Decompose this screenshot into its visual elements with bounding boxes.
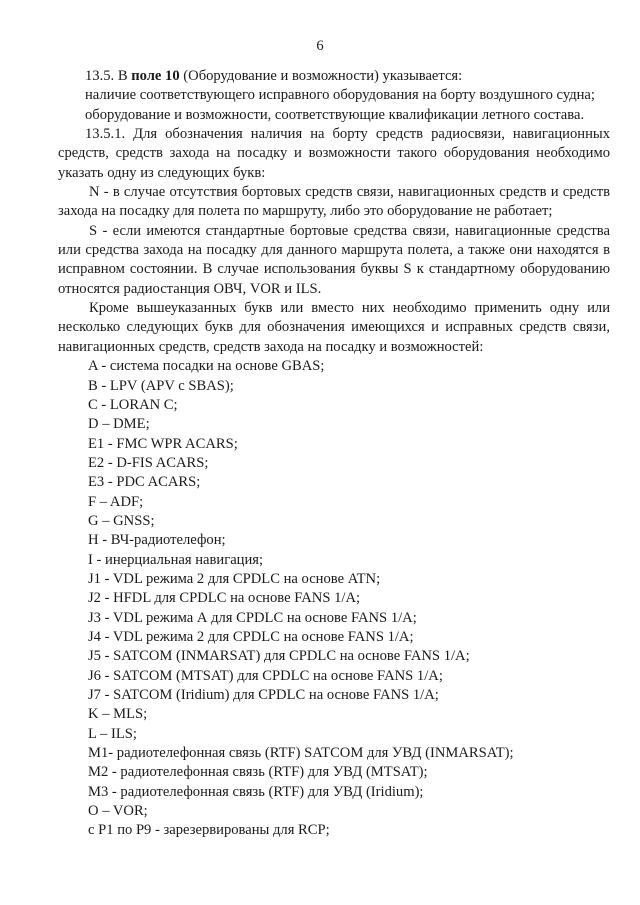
list-item: C - LORAN C; [88,396,178,413]
list-item: A - система посадки на основе GBAS; [88,358,325,375]
item-crew-qualification: оборудование и возможности, соответствующие квалификации летного состава. [85,106,585,123]
list-item: J2 - HFDL для CPDLC на основе FANS 1/A; [88,590,361,607]
list-item: H - ВЧ-радиотелефон; [88,532,226,549]
list-item: F – ADF; [88,493,144,510]
list-item: L – ILS; [88,725,137,742]
paragraph-additional-letters: Кроме вышеуказанных букв или вместо них необходимо применить одну или несколько следующих букв для обозначения имеющихся и исправных средств связи, навигационных средств, средств захода на посадку и возможностей: [58,300,610,355]
list-item: G – GNSS; [88,512,155,529]
list-item: J3 - VDL режима А для CPDLC на основе FANS 1/A; [88,609,417,626]
section-heading-13-5 [58,67,610,86]
item-equipment-onboard: наличие соответствующего исправного оборудования на борту воздушного судна; [85,87,595,104]
paragraph-letter-n: N - в случае отсутствия бортовых средств связи, навигационных средств и средств захода на посадку для полета по маршруту, либо это оборудование не работает; [58,184,610,220]
list-item: M3 - радиотелефонная связь (RTF) для УВД (Iridium); [88,783,424,800]
list-item: J6 - SATCOM (MTSAT) для CPDLC на основе FANS 1/A; [88,667,443,684]
list-item: O – VOR; [88,803,148,820]
page-number: 6 [316,38,324,54]
list-item: J1 - VDL режима 2 для CPDLC на основе ATN; [88,570,381,587]
document-body [58,67,610,841]
list-item: K – MLS; [88,706,148,723]
list-item: I - инерциальная навигация; [88,551,264,568]
list-item: E3 - PDC ACARS; [88,474,201,491]
field-10-label: поле 10 [131,68,180,84]
paragraph-13-5-1: 13.5.1. Для обозначения наличия на борту средств радиосвязи, навигационных средств, средств захода на посадку и возможности такого оборудования необходимо указать одну из следующих букв: [58,126,610,181]
list-item: M1- радиотелефонная связь (RTF) SATCOM для УВД (INMARSAT); [88,745,514,762]
equipment-code-list [58,357,610,841]
list-item: E1 - FMC WPR ACARS; [88,435,238,452]
list-item: с P1 по P9 - зарезервированы для RCP; [88,822,330,839]
list-item: D – DME; [88,416,150,433]
list-item: M2 - радиотелефонная связь (RTF) для УВД (MTSAT); [88,764,428,781]
list-item: E2 - D-FIS ACARS; [88,454,209,471]
list-item: J4 - VDL режима 2 для CPDLC на основе FANS 1/A; [88,628,414,645]
section-prefix: 13.5. В [85,68,132,84]
list-item: B - LPV (APV с SBAS); [88,377,234,394]
list-item: J7 - SATCOM (Iridium) для CPDLC на основе FANS 1/A; [88,687,439,703]
list-item: J5 - SATCOM (INMARSAT) для CPDLC на основе FANS 1/A; [88,648,470,665]
section-heading-rest: (Оборудование и возможности) указывается: [179,68,463,84]
paragraph-letter-s: S - если имеются стандартные бортовые средства связи, навигационные средства или средства захода на посадку для данного маршрута полета, а также они находятся в исправном состоянии. В случае использования буквы S к стандартному оборудованию относятся радиостанция ОВЧ, VOR и ILS. [58,222,610,297]
